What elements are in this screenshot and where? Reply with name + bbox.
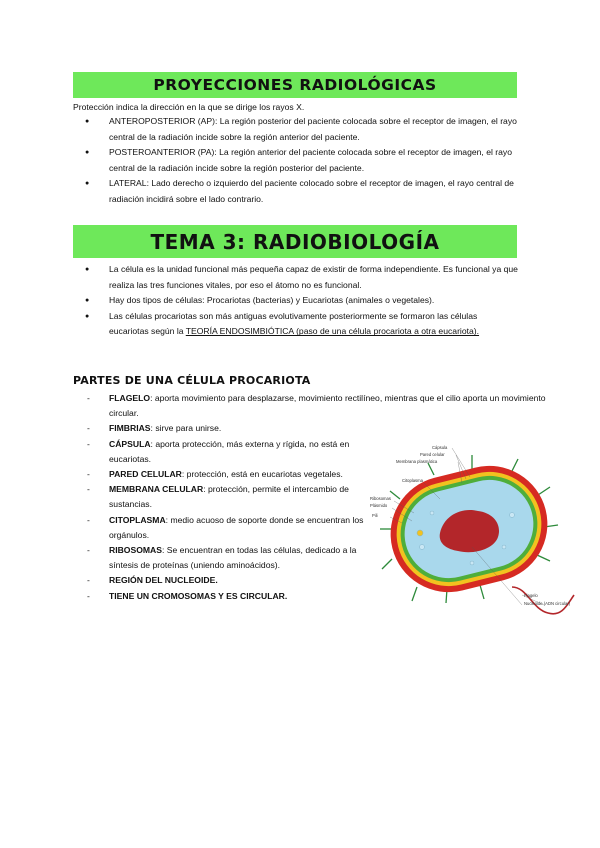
part-desc: : protección, está en eucariotas vegetales. <box>181 469 343 480</box>
part-term: REGIÓN DEL NUCLEOIDE. <box>109 575 218 586</box>
part-item <box>73 589 384 604</box>
cell-facts-list <box>73 262 518 340</box>
part-item <box>73 513 384 543</box>
part-item <box>73 391 561 421</box>
list-item-text: Las células procariotas son más antiguas evolutivamente posteriormente se formaron las células eucariotas según la <box>109 310 478 337</box>
part-item <box>73 543 384 573</box>
part-desc: : protección, permite el intercambio de sustancias. <box>109 484 349 510</box>
list-item: ● LATERAL: Lado derecho o izquierdo del paciente colocado sobre el receptor de imagen, el rayo central de radiación incidirá sobre el lado contrario. <box>73 176 518 207</box>
label-nucleoide: Nucleoide (ADN circular) <box>524 601 571 606</box>
part-item <box>73 573 384 588</box>
label-pared: Pared celular <box>420 452 445 457</box>
endosymbiotic-theory-text: TEORÍA ENDOSIMBIÓTICA (paso de una célula procariota a otra eucariota). <box>185 326 480 337</box>
part-desc: : aporta protección, más externa y rígida, no está en eucariotas. <box>109 438 350 464</box>
part-item <box>73 467 384 482</box>
section-title-tema3: TEMA 3: RADIOBIOLOGÍA <box>73 225 517 258</box>
parts-title: PARTES DE UNA CÉLULA PROCARIOTA <box>73 374 311 387</box>
label-plasmido: Plásmido <box>370 503 388 508</box>
part-term: FLAGELO <box>109 393 151 403</box>
part-term: MEMBRANA CELULAR <box>109 484 204 495</box>
part-item <box>73 437 384 467</box>
part-term: RIBOSOMAS <box>109 545 162 556</box>
part-desc: : sirve para unirse. <box>150 423 222 434</box>
section-title-proyecciones: PROYECCIONES RADIOLÓGICAS <box>73 72 517 98</box>
list-item <box>73 309 518 340</box>
part-desc: : medio acuoso de soporte donde se encuentran los orgánulos. <box>109 514 364 540</box>
part-term: TIENE UN CROMOSOMAS Y ES CIRCULAR. <box>109 590 288 601</box>
list-item: ● POSTEROANTERIOR (PA): La región anterior del paciente colocada sobre el receptor de imagen, el rayo central de la radiación incide sobre la región posterior del paciente. <box>73 145 518 176</box>
list-item: ● ANTEROPOSTERIOR (AP): La región posterior del paciente colocada sobre el receptor de imagen, el rayo central de la radiación incide sobre la región anterior del paciente. <box>73 114 518 145</box>
intro-text: Protección indica la dirección en la que se dirige los rayos X. <box>73 102 305 112</box>
label-ribosomas: Ribosomas <box>370 496 391 501</box>
part-term: CITOPLASMA <box>109 514 166 525</box>
part-desc: : Se encuentran en todas las células, dedicado a la síntesis de proteínas (uniendo aminoácidos). <box>109 545 357 571</box>
label-membrana: Membrana plasmática <box>396 459 438 464</box>
label-flagelo: Flagelo <box>524 593 538 598</box>
list-item: ● La célula es la unidad funcional más pequeña capaz de existir de forma independiente. Es funcional ya que realiza las tres funciones vitales, por eso el átomo no es funcional. <box>73 262 518 293</box>
part-desc: : aporta movimiento para desplazarse, movimiento rectilíneo, mientras que el cilio aporta un movimiento circular. <box>109 393 546 419</box>
part-term: CÁPSULA <box>109 438 151 449</box>
label-pili: Pili <box>372 513 378 518</box>
label-capsula: Cápsula <box>432 445 448 450</box>
part-item <box>73 482 384 512</box>
projections-list <box>73 114 518 208</box>
part-term: FIMBRIAS <box>109 423 151 434</box>
prokaryotic-cell-diagram <box>362 437 582 627</box>
part-item <box>73 421 384 436</box>
label-citoplasma: Citoplasma <box>402 478 423 483</box>
list-item: ● Hay dos tipos de células: Procariotas (bacterias) y Eucariotas (animales o vegetales). <box>73 293 518 309</box>
part-term: PARED CELULAR <box>109 469 182 480</box>
